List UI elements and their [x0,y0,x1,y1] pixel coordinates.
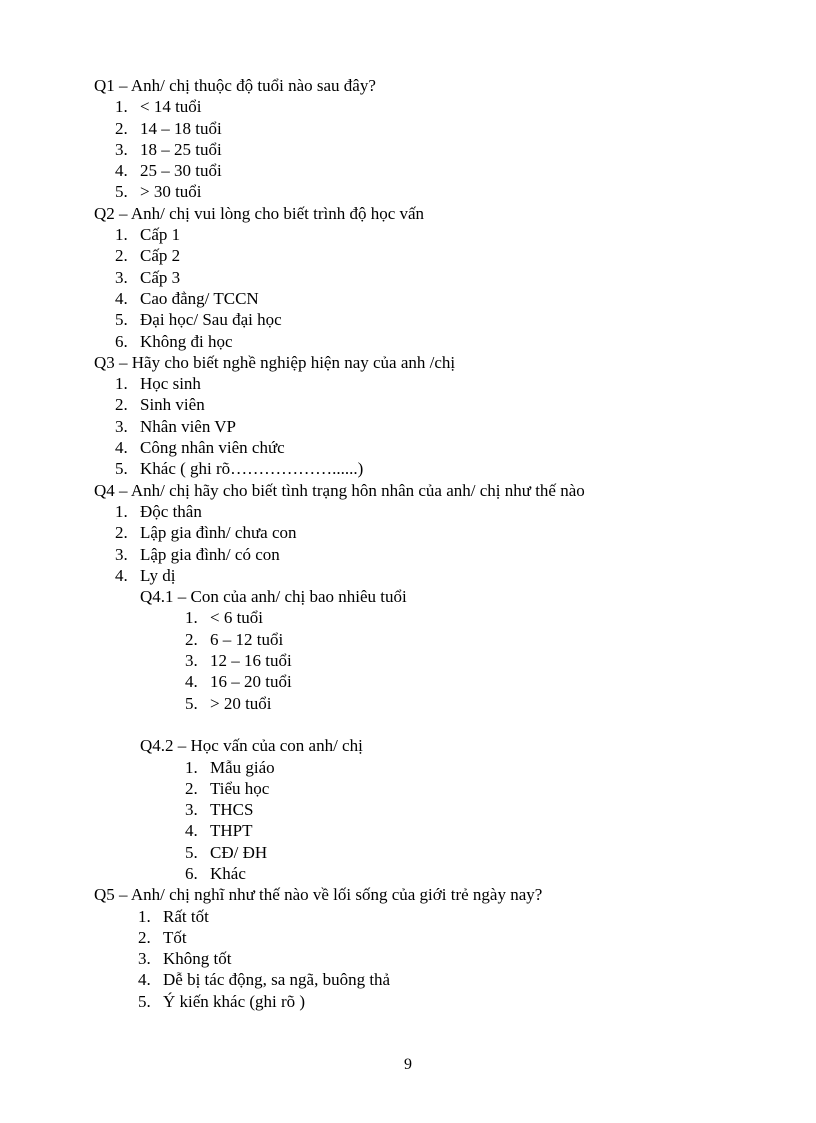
option-text: Lập gia đình/ có con [140,544,280,564]
option-text: Công nhân viên chức [140,438,285,458]
question-title: Q1 – Anh/ chị thuộc độ tuổi nào sau đây? [94,76,376,95]
option-number: 2. [138,927,151,947]
list-item [94,948,734,969]
option-number: 2. [115,246,128,266]
list-item [94,522,734,543]
option-text: < 6 tuổi [210,608,264,628]
option-text: Cao đẳng/ TCCN [140,288,259,308]
list-item [94,501,734,522]
option-text: Cấp 3 [140,267,181,287]
option-text: 18 – 25 tuổi [140,139,222,159]
list-item [94,331,734,352]
option-number: 5. [115,310,128,330]
option-number: 1. [115,501,128,521]
list-item [94,863,734,884]
option-list [94,501,734,586]
option-text: Cấp 2 [140,246,181,266]
option-number: 3. [138,949,151,969]
list-item [94,139,734,160]
option-text: Không tốt [163,949,232,969]
option-number: 1. [115,374,128,394]
option-text: Sinh viên [140,395,205,415]
list-item [94,607,734,628]
option-text: Lập gia đình/ chưa con [140,523,297,543]
question-title: Q5 – Anh/ chị nghĩ như thế nào về lối sống của giới trẻ ngày nay? [94,885,543,905]
option-number: 5. [185,842,198,862]
option-text: Khác [210,863,246,883]
list-item [94,544,734,565]
option-number: 3. [185,800,198,820]
list-item [94,927,734,948]
list-item [94,96,734,117]
subquestion [94,735,734,756]
option-number: 4. [115,288,128,308]
option-number: 4. [138,970,151,990]
option-text: Ý kiến khác (ghi rõ ) [163,991,306,1011]
option-number: 2. [185,778,198,798]
option-number: 5. [115,182,128,202]
list-item [94,842,734,863]
subquestion-title: Q4.2 – Học vấn của con anh/ chị [140,736,363,756]
list-item [94,991,734,1012]
list-item [94,416,734,437]
option-number: 1. [115,97,128,117]
option-number: 4. [185,672,198,692]
option-list [94,373,734,479]
option-text: THPT [210,821,253,841]
question-title: Q2 – Anh/ chị vui lòng cho biết trình độ học vấn [94,203,425,223]
option-list [94,906,734,1012]
option-number: 4. [115,438,128,458]
option-number: 3. [115,544,128,564]
option-number: 3. [115,139,128,159]
option-text: 25 – 30 tuổi [140,161,222,181]
option-text: Ly dị [140,565,176,585]
list-item [94,565,734,586]
question-title: Q3 – Hãy cho biết nghề nghiệp hiện nay của anh /chị [94,352,456,372]
list-item [94,629,734,650]
option-number: 6. [115,331,128,351]
option-number: 2. [115,395,128,415]
list-item [94,820,734,841]
option-number: 2. [185,629,198,649]
list-item [94,650,734,671]
subquestion [94,586,734,607]
option-list [94,96,734,202]
list-item [94,181,734,202]
list-item [94,118,734,139]
option-text: 14 – 18 tuổi [140,118,222,138]
option-text: Nhân viên VP [140,416,237,436]
option-number: 1. [115,225,128,245]
option-text: Dễ bị tác động, sa ngã, buông thả [163,970,391,990]
option-number: 4. [185,821,198,841]
option-number: 3. [115,267,128,287]
subquestion-title: Q4.1 – Con của anh/ chị bao nhiêu tuổi [140,587,407,607]
option-number: 1. [185,608,198,628]
option-text: Tốt [163,927,187,947]
option-text: 12 – 16 tuổi [210,651,292,671]
option-number: 1. [185,757,198,777]
list-item [94,969,734,990]
list-item [94,693,734,714]
option-text: Không đi học [140,331,233,351]
option-number: 5. [115,459,128,479]
option-number: 3. [115,416,128,436]
option-number: 5. [185,693,198,713]
list-item [94,245,734,266]
option-number: 3. [185,651,198,671]
option-text: Đại học/ Sau đại học [140,310,282,330]
list-item [94,437,734,458]
list-item [94,394,734,415]
list-item [94,373,734,394]
option-number: 2. [115,118,128,138]
option-text: > 20 tuổi [210,693,272,713]
page-number: 9 [404,1056,412,1073]
list-item [94,458,734,479]
option-text: Cấp 1 [140,225,181,245]
list-item [94,288,734,309]
option-text: THCS [210,800,254,820]
option-number: 6. [185,863,198,883]
option-number: 4. [115,161,128,181]
list-item [94,267,734,288]
spacer [94,714,734,735]
question-title: Q4 – Anh/ chị hãy cho biết tình trạng hôn nhân của anh/ chị như thế nào [94,480,585,500]
list-item [94,309,734,330]
option-number: 1. [138,906,151,926]
option-text: < 14 tuổi [140,97,202,117]
option-text: Mẫu giáo [210,757,275,777]
list-item [94,224,734,245]
option-list [94,757,734,885]
option-text: 16 – 20 tuổi [210,672,292,692]
option-list [94,607,734,713]
list-item [94,671,734,692]
option-text: > 30 tuổi [140,182,202,202]
option-text: Học sinh [140,374,201,394]
option-text: Rất tốt [163,906,209,926]
option-text: Tiểu học [210,778,270,798]
option-text: Độc thân [140,501,202,521]
option-number: 4. [115,565,128,585]
option-text: 6 – 12 tuổi [210,629,284,649]
list-item [94,160,734,181]
list-item [94,799,734,820]
option-number: 5. [138,991,151,1011]
questionnaire [94,75,734,1012]
option-text: Khác ( ghi rõ………………......) [140,459,364,479]
list-item [94,778,734,799]
option-text: CĐ/ ĐH [210,842,268,862]
list-item [94,906,734,927]
list-item [94,757,734,778]
option-number: 2. [115,523,128,543]
option-list [94,224,734,352]
